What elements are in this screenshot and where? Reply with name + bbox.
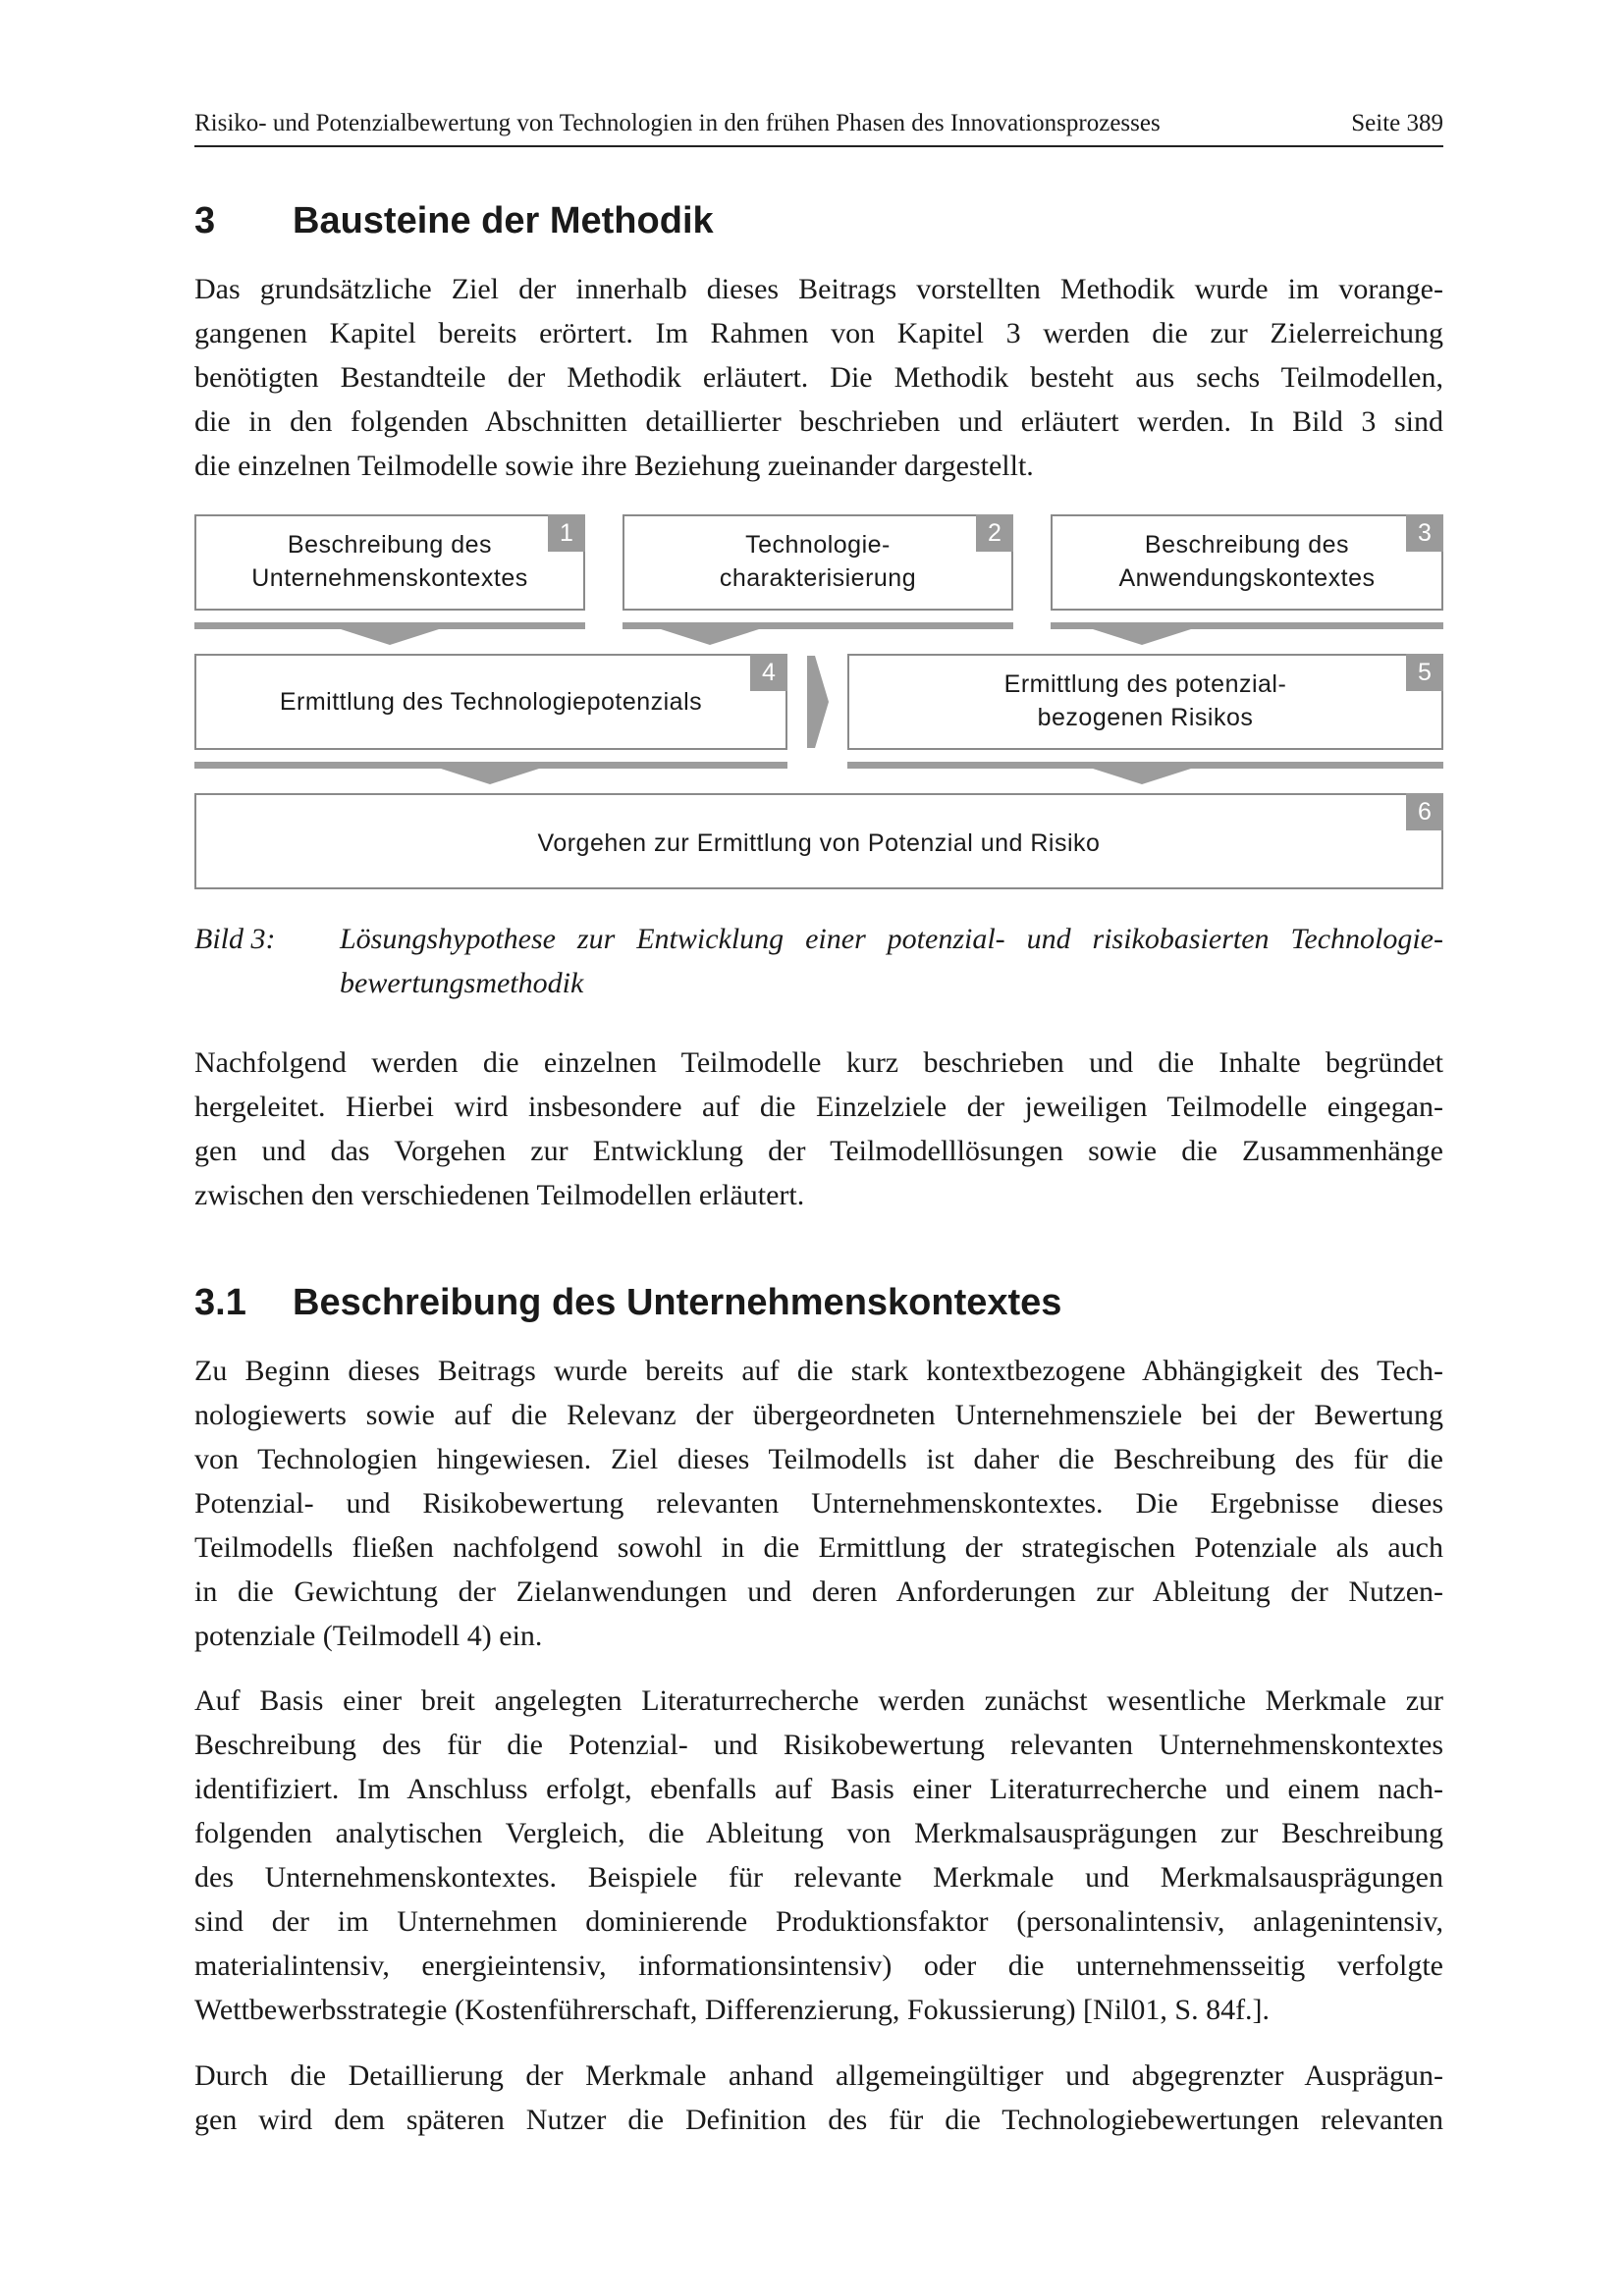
right-arrow-icon [805,654,831,750]
section-heading-3-1 [194,1282,1061,1324]
connector-bar [623,622,1013,629]
text-line: Wettbewerbsstrategie (Kostenführerschaft, Differenzierung, Fokussierung) [Nil01, S. 84f.]. [194,1994,1271,2026]
down-arrow-icon [441,769,539,784]
diagram-box-line: charakterisierung [719,564,917,592]
paragraph-3-1-b [194,1679,1443,2032]
text-line: gangenen Kapitel bereits erörtert. Im Rahmen von Kapitel 3 werden die zur Zielerreichung [194,317,1443,349]
section-title: Beschreibung des Unternehmenskontextes [293,1282,1062,1323]
text-line: des Unternehmenskontextes. Beispiele für relevante Merkmale und Merkmalsausprägungen [194,1861,1443,1894]
diagram-box-label [849,667,1441,734]
paragraph-intro [194,267,1443,488]
running-header [194,106,1443,147]
text-line: hergeleitet. Hierbei wird insbesondere auf die Einzelziele der jeweiligen Teilmodelle eingegan- [194,1091,1443,1123]
diagram-box-5 [847,654,1443,750]
text-line: sind der im Unternehmen dominierende Produktionsfaktor (personalintensiv, anlagenintensiv, [194,1905,1443,1938]
text-line: gen wird dem späteren Nutzer die Definition des für die Technologiebewertungen relevanten [194,2104,1443,2136]
text-line: materialintensiv, energieintensiv, informationsintensiv) oder die unternehmensseitig verfolgte [194,1949,1443,1982]
diagram-box-line: Ermittlung des Technologiepotenzials [279,688,703,716]
text-line: identifiziert. Im Anschluss erfolgt, ebenfalls auf Basis einer Literaturrecherche und einem nach- [194,1773,1443,1805]
text-line: Teilmodells fließen nachfolgend sowohl in die Ermittlung der strategischen Potenziale als auch [194,1531,1443,1564]
text-line: in die Gewichtung der Zielanwendungen und deren Anforderungen zur Ableitung der Nutzen- [194,1575,1443,1608]
down-arrow-icon [1093,629,1191,645]
text-line: zwischen den verschiedenen Teilmodellen erläutert. [194,1179,805,1211]
page-number: Seite 389 [1351,110,1443,136]
connector-bar [847,762,1443,769]
caption-text [340,917,1443,1005]
text-line: die in den folgenden Abschnitten detaillierter beschrieben und erläutert werden. In Bild 3 sind [194,405,1443,438]
section-title: Bausteine der Methodik [293,200,714,241]
text-line: Beschreibung des für die Potenzial- und Risikobewertung relevanten Unternehmenskontextes [194,1729,1443,1761]
diagram-badge: 5 [1406,654,1443,691]
diagram-box-line: Unternehmenskontextes [251,564,528,592]
figure-caption [194,917,1443,1005]
paragraph-3-1-a [194,1349,1443,1658]
text-line: Nachfolgend werden die einzelnen Teilmodelle kurz beschrieben und die Inhalte begründet [194,1046,1443,1079]
text-line: Das grundsätzliche Ziel der innerhalb dieses Beitrags vorstellten Methodik wurde im vorange- [194,273,1443,305]
text-line: potenziale (Teilmodell 4) ein. [194,1620,543,1652]
diagram-box-line: Beschreibung des [287,531,493,559]
diagram-badge: 6 [1406,793,1443,830]
diagram-box-label [196,528,583,595]
diagram-box-line: bezogenen Risikos [1037,704,1254,731]
diagram-box-4 [194,654,787,750]
diagram-badge: 1 [548,514,585,552]
down-arrow-icon [661,629,759,645]
connector-bar [1051,622,1443,629]
text-line: Lösungshypothese zur Entwicklung einer potenzial- und risikobasierten Technologie- [340,923,1443,955]
text-line: folgenden analytischen Vergleich, die Ableitung von Merkmalsausprägungen zur Beschreibung [194,1817,1443,1849]
diagram-box-line: Vorgehen zur Ermittlung von Potenzial und Risiko [537,829,1101,857]
text-line: Potenzial- und Risikobewertung relevanten Unternehmenskontextes. Die Ergebnisse dieses [194,1487,1443,1520]
diagram-box-3 [1051,514,1443,611]
text-line: Auf Basis einer breit angelegten Literaturrecherche werden zunächst wesentliche Merkmale zur [194,1684,1443,1717]
diagram-badge: 2 [976,514,1013,552]
paragraph-3-1-c [194,2054,1443,2142]
text-line: von Technologien hingewiesen. Ziel dieses Teilmodells ist daher die Beschreibung des für die [194,1443,1443,1475]
diagram-box-label [196,827,1441,860]
text-line: Durch die Detaillierung der Merkmale anhand allgemeingültiger und abgegrenzter Ausprägun- [194,2059,1443,2092]
down-arrow-icon [1093,769,1191,784]
caption-label: Bild 3: [194,923,276,955]
diagram-box-1 [194,514,585,611]
paragraph-overview [194,1041,1443,1217]
text-line: gen und das Vorgehen zur Entwicklung der Teilmodelllösungen sowie die Zusammenhänge [194,1135,1443,1167]
diagram-box-label [1053,528,1441,595]
diagram-box-label [196,685,785,719]
diagram-box-label [624,528,1011,595]
diagram-box-line: Beschreibung des [1144,531,1350,559]
diagram-badge: 4 [750,654,787,691]
diagram-box-line: Ermittlung des potenzial- [1003,670,1287,698]
text-line: die einzelnen Teilmodelle sowie ihre Beziehung zueinander dargestellt. [194,450,1034,482]
text-line: Zu Beginn dieses Beitrags wurde bereits auf die stark kontextbezogene Abhängigkeit des Tech- [194,1355,1443,1387]
text-line: benötigten Bestandteile der Methodik erläutert. Die Methodik besteht aus sechs Teilmodellen, [194,361,1443,394]
section-heading-3 [194,200,714,242]
diagram-box-2 [623,514,1013,611]
text-line: nologiewerts sowie auf die Relevanz der übergeordneten Unternehmensziele bei der Bewertung [194,1399,1443,1431]
diagram-box-line: Anwendungskontextes [1118,564,1376,592]
section-number: 3 [194,200,216,241]
diagram-badge: 3 [1406,514,1443,552]
text-line: bewertungsmethodik [340,967,584,999]
connector-bar [194,762,787,769]
running-header-title: Risiko- und Potenzialbewertung von Technologien in den frühen Phasen des Innovationsprozesses [194,110,1161,136]
diagram-box-6 [194,793,1443,889]
down-arrow-icon [341,629,439,645]
diagram-box-line: Technologie- [745,531,891,559]
section-number: 3.1 [194,1282,246,1323]
connector-bar [194,622,585,629]
